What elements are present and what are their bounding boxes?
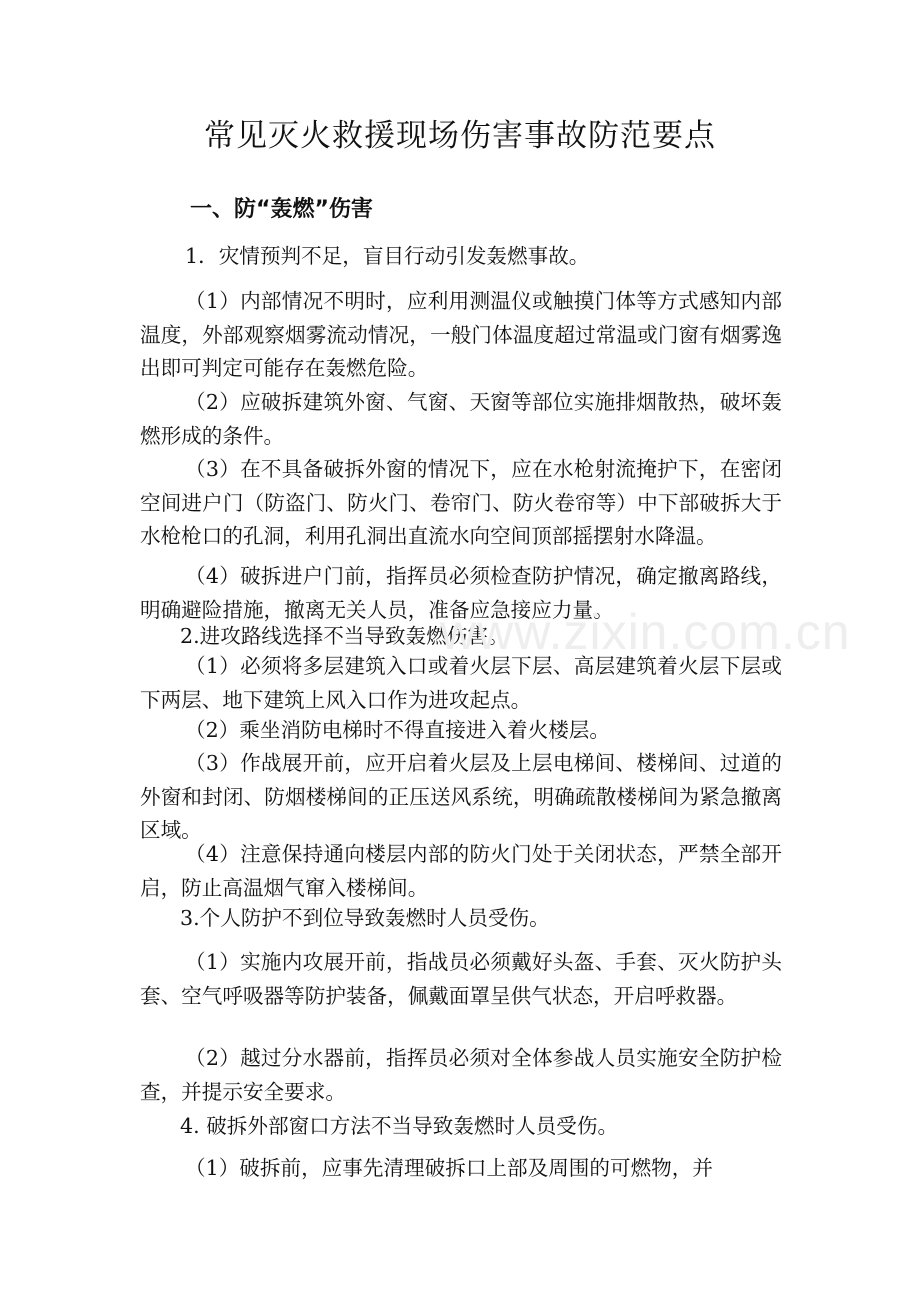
paragraph-3: （2）应破拆建筑外窗、气窗、天窗等部位实施排烟散热，破坏轰燃形成的条件。 (140, 390, 782, 448)
section-heading: 一、防“轰燃”伤害 (190, 197, 373, 222)
paragraph-14: 4. 破拆外部窗口方法不当导致轰燃时人员受伤。 (180, 1114, 619, 1138)
paragraph-15: （1）破拆前，应事先清理破拆口上部及周围的可燃物，并 (185, 1156, 713, 1180)
document-title: 常见灭火救援现场伤害事故防范要点 (204, 118, 716, 154)
watermark: www.zixin.com.cn (440, 604, 851, 660)
paragraph-5: （4）破拆进户门前，指挥员必须检查防护情况，确定撤离路线，明确避险措施，撤离无关人员，准备应急接应力量。 (140, 564, 782, 622)
paragraph-8: （2）乘坐消防电梯时不得直接进入着火楼层。 (185, 718, 610, 742)
paragraph-9: （3）作战展开前，应开启着火层及上层电梯间、楼梯间、过道的外窗和封闭、防烟楼梯间的正压送风系统，明确疏散楼梯间为紧急撤离区域。 (140, 751, 782, 842)
paragraph-6: 2.进攻路线选择不当导致轰燃伤害。 (180, 624, 509, 648)
paragraph-4: （3）在不具备破拆外窗的情况下，应在水枪射流掩护下，在密闭空间进户门（防盗门、防火门、卷帘门、防火卷帘等）中下部破拆大于水枪枪口的孔洞，利用孔洞出直流水向空间顶部摇摆射水降温。 (140, 457, 782, 548)
paragraph-2: （1）内部情况不明时，应利用测温仪或触摸门体等方式感知内部温度，外部观察烟雾流动情况，一般门体温度超过常温或门窗有烟雾逸出即可判定可能存在轰燃危险。 (140, 289, 782, 380)
paragraph-11: 3.个人防护不到位导致轰燃时人员受伤。 (180, 906, 550, 930)
paragraph-12: （1）实施内攻展开前，指战员必须戴好头盔、手套、灭火防护头套、空气呼吸器等防护装备，佩戴面罩呈供气状态，开启呼救器。 (140, 950, 782, 1008)
paragraph-13: （2）越过分水器前，指挥员必须对全体参战人员实施安全防护检查，并提示安全要求。 (140, 1046, 782, 1104)
paragraph-10: （4）注意保持通向楼层内部的防火门处于关闭状态，严禁全部开启，防止高温烟气窜入楼梯间。 (140, 842, 782, 900)
paragraph-7: （1）必须将多层建筑入口或着火层下层、高层建筑着火层下层或下两层、地下建筑上风入口作为进攻起点。 (140, 654, 782, 712)
paragraph-1: 1．灾情预判不足，盲目行动引发轰燃事故。 (185, 244, 590, 268)
